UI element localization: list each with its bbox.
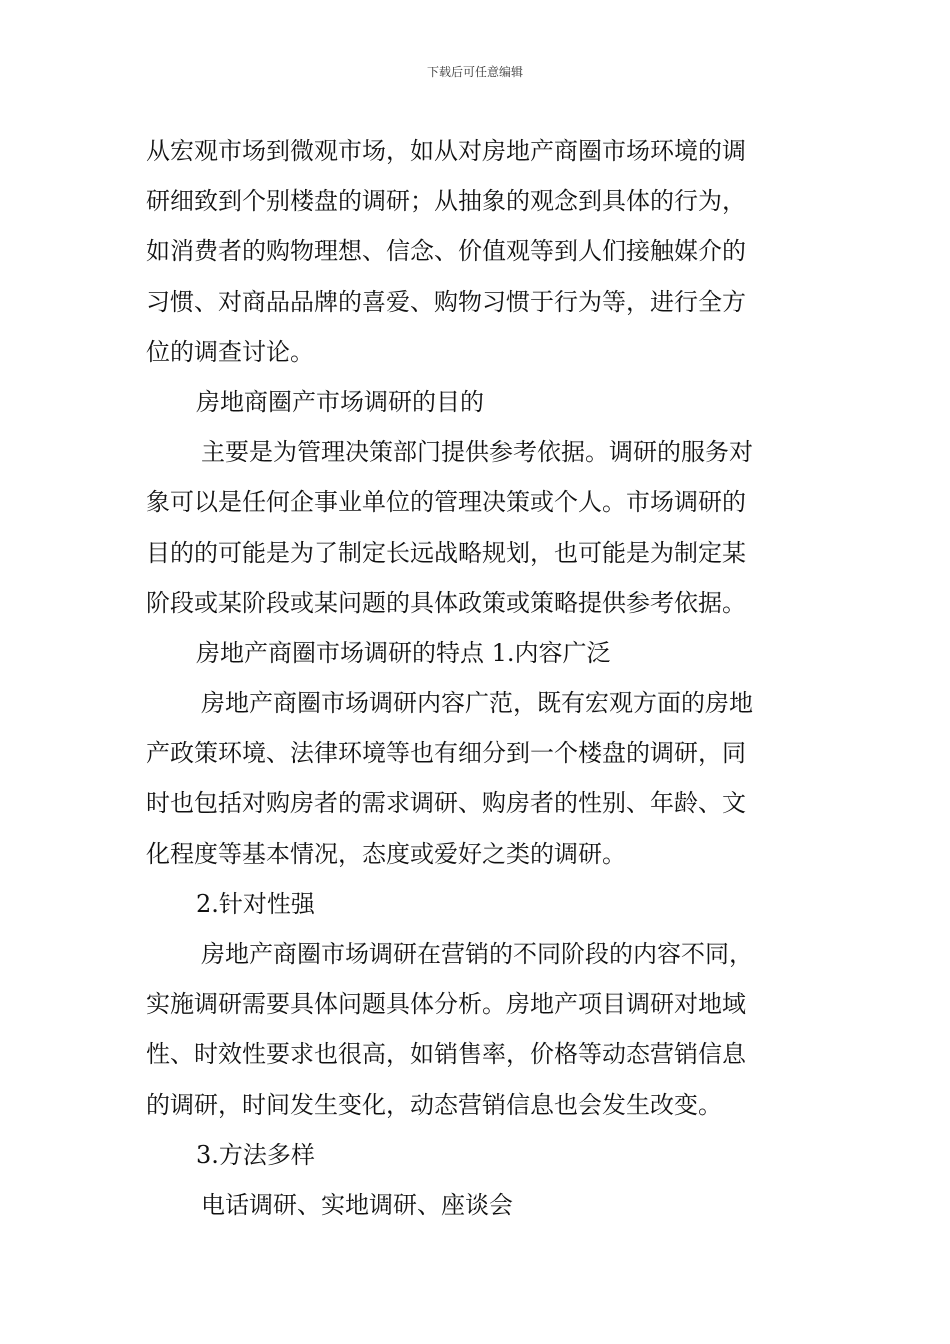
text-line: 如消费者的购物理想、信念、价值观等到人们接触媒介的 <box>146 237 746 266</box>
text-line: 象可以是任何企事业单位的管理决策或个人。市场调研的 <box>146 488 746 517</box>
text-line: 研细致到个别楼盘的调研；从抽象的观念到具体的行为， <box>146 187 746 216</box>
text-line: 房地产商圈市场调研在营销的不同阶段的内容不同， <box>201 940 753 968</box>
text-line: 目的的可能是为了制定长远战略规划，也可能是为制定某 <box>146 538 746 567</box>
text-line: 产政策环境、法律环境等也有细分到一个楼盘的调研，同 <box>146 739 746 768</box>
text-line: 化程度等基本情况，态度或爱好之类的调研。 <box>146 839 626 868</box>
page-header: 下载后可任意编辑 <box>426 65 523 79</box>
text-line: 习惯、对商品品牌的喜爱、购物习惯于行为等，进行全方 <box>146 287 746 316</box>
text-line: 电话调研、实地调研、座谈会 <box>201 1190 513 1219</box>
text-line: 实施调研需要具体问题具体分析。房地产项目调研对地域 <box>146 990 746 1019</box>
text-line: 主要是为管理决策部门提供参考依据。调研的服务对 <box>201 438 753 467</box>
section-heading: 2.针对性强 <box>196 889 315 918</box>
text-line: 的调研，时间发生变化，动态营销信息也会发生改变。 <box>146 1090 722 1119</box>
section-heading: 房地产商圈市场调研的特点 1.内容广泛 <box>196 638 611 667</box>
text-line: 性、时效性要求也很高，如销售率，价格等动态营销信息 <box>146 1040 746 1069</box>
text-line: 时也包括对购房者的需求调研、购房者的性别、年龄、文 <box>146 789 746 818</box>
text-line: 房地产商圈市场调研内容广范，既有宏观方面的房地 <box>201 689 753 718</box>
text-line: 阶段或某阶段或某问题的具体政策或策略提供参考依据。 <box>146 588 746 617</box>
text-line: 位的调查讨论。 <box>146 337 314 366</box>
section-heading: 3.方法多样 <box>196 1140 315 1169</box>
text-line: 从宏观市场到微观市场，如从对房地产商圈市场环境的调 <box>146 137 746 165</box>
document-body <box>146 126 810 1230</box>
section-heading: 房地商圈产市场调研的目的 <box>196 387 484 416</box>
